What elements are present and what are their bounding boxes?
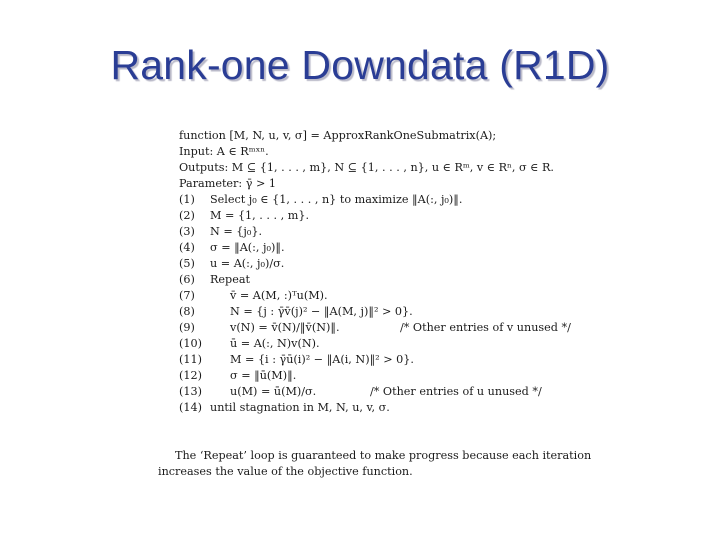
algorithm-figure <box>158 127 592 482</box>
step-number: (2) <box>179 209 195 222</box>
step-comment: /* Other entries of v unused */ <box>400 321 571 334</box>
figure-caption-line: increases the value of the objective function. <box>158 465 413 478</box>
step-number: (14) <box>179 401 202 414</box>
step-number: (1) <box>179 193 195 206</box>
algorithm-parameter: Parameter: γ̄ > 1 <box>179 177 277 190</box>
step-text: ū = A(:, N)v(N). <box>230 337 320 350</box>
step-number: (6) <box>179 273 195 286</box>
step-number: (3) <box>179 225 195 238</box>
step-text: Repeat <box>210 273 250 286</box>
slide-title: Rank-one Downdata (R1D) <box>110 42 610 88</box>
step-text: N = {j : γ̄v̄(j)² − ‖A(M, j)‖² > 0}. <box>230 305 413 318</box>
step-text: until stagnation in M, N, u, v, σ. <box>210 401 390 414</box>
step-number: (5) <box>179 257 195 270</box>
algorithm-input: Input: A ∈ Rᵐˣⁿ. <box>179 145 269 158</box>
step-text: v̄ = A(M, :)ᵀu(M). <box>230 289 328 302</box>
step-text: u(M) = ū(M)/σ. <box>230 385 317 398</box>
step-number: (4) <box>179 241 195 254</box>
step-number: (13) <box>179 385 202 398</box>
step-text: M = {1, . . . , m}. <box>210 209 310 222</box>
step-text: Select j₀ ∈ {1, . . . , n} to maximize ‖A(:, j₀)‖. <box>210 193 463 206</box>
step-text: N = {j₀}. <box>210 225 263 238</box>
step-number: (9) <box>179 321 195 334</box>
step-number: (12) <box>179 369 202 382</box>
step-text: v(N) = v̄(N)/‖v̄(N)‖. <box>230 321 340 334</box>
step-number: (7) <box>179 289 195 302</box>
step-comment: /* Other entries of u unused */ <box>370 385 542 398</box>
step-text: u = A(:, j₀)/σ. <box>210 257 285 270</box>
algorithm-outputs: Outputs: M ⊆ {1, . . . , m}, N ⊆ {1, . . . , n}, u ∈ Rᵐ, v ∈ Rⁿ, σ ∈ R. <box>179 161 554 174</box>
step-text: M = {i : γ̄ū(i)² − ‖A(i, N)‖² > 0}. <box>230 353 414 366</box>
step-number: (8) <box>179 305 195 318</box>
step-text: σ = ‖A(:, j₀)‖. <box>210 241 285 254</box>
step-number: (10) <box>179 337 202 350</box>
figure-caption-line: The ‘Repeat’ loop is guaranteed to make progress because each iteration <box>175 449 592 462</box>
algorithm-signature: function [M, N, u, v, σ] = ApproxRankOneSubmatrix(A); <box>179 129 497 142</box>
step-number: (11) <box>179 353 202 366</box>
step-text: σ = ‖ū(M)‖. <box>230 369 297 382</box>
